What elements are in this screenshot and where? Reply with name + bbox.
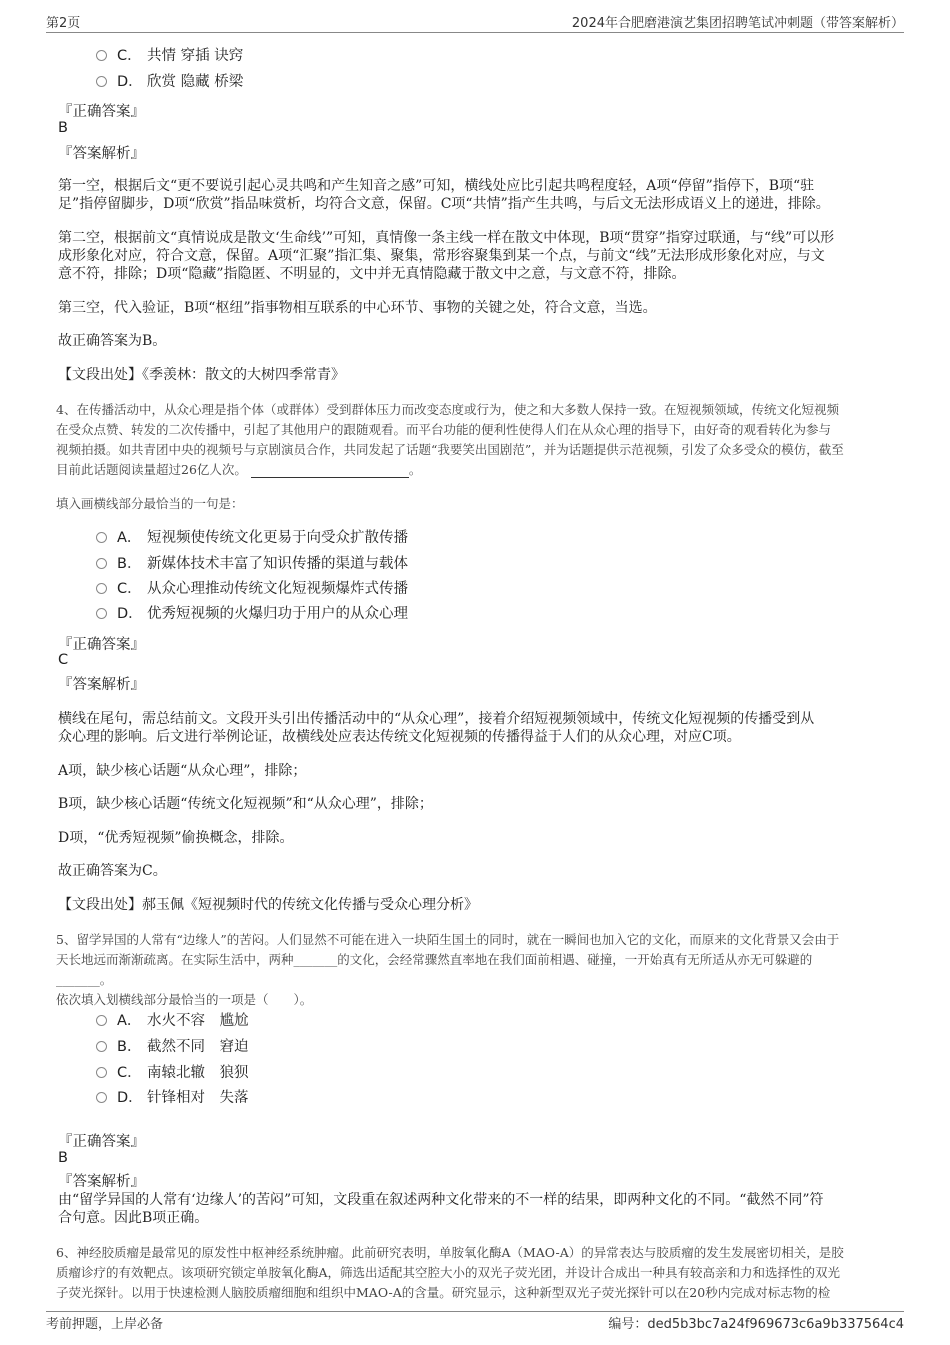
- q3-analysis-line: 足”指停留脚步，D项“欣赏”指品味赏析，均符合文意，保留。C项“共情”指产生共鸣，与后文无法形成语义上的递进，排除。: [58, 196, 830, 212]
- document-id: 编号：ded5b3bc7a24f969673c6a9b337564c4: [608, 1317, 904, 1332]
- q3-analysis-label: 『答案解析』: [58, 146, 145, 162]
- q3-analysis-line: 第一空，根据后文“更不要说引起心灵共鸣和产生知音之感”可知，横线处应比引起共鸣程度轻，A项“停留”指停下，B项“驻: [58, 178, 815, 194]
- q4-stem-line: 4、在传播活动中，从众心理是指个体（或群体）受到群体压力而改变态度或行为，使之和大多数人保持一致。在短视频领域，传统文化短视频: [56, 402, 839, 417]
- q4-stem-line: 在受众点赞、转发的二次传播中，引起了其他用户的跟随观看。而平台功能的便利性使得人们在从众心理的指导下，由好奇的观看转化为参与: [56, 422, 832, 437]
- q3-analysis-line: 意不符，排除；D项“隐藏”指隐匿、不明显的，文中并无真情隐藏于散文中之意，与文意不符，排除。: [58, 266, 686, 282]
- document-title: 2024年合肥磨港演艺集团招聘笔试冲刺题（带答案解析）: [571, 16, 904, 31]
- q5-stem-line: _______。: [56, 972, 113, 987]
- q3-option-c[interactable]: C． 共情 穿插 诀窍: [96, 46, 243, 66]
- q3-conclusion: 故正确答案为B。: [58, 333, 167, 349]
- q4-analysis-line: B项，缺少核心话题“传统文化短视频”和“从众心理”，排除；: [58, 796, 433, 812]
- radio-icon[interactable]: [96, 50, 107, 61]
- radio-icon[interactable]: [96, 558, 107, 569]
- radio-icon[interactable]: [96, 1015, 107, 1026]
- q5-answer-label: 『正确答案』: [58, 1134, 145, 1150]
- q6-stem-line: 子荧光探针。以用于快速检测人脑胶质瘤细胞和组织中MAO-A的含量。研究显示，这种新型双光子荧光探针可以在20秒内完成对标志物的检: [56, 1285, 831, 1300]
- radio-icon[interactable]: [96, 1092, 107, 1103]
- page-footer: [46, 1313, 904, 1333]
- q5-stem-line: 天长地远而渐渐疏离。在实际生活中，两种_______的文化，会经常骤然直率地在我们面前相遇、碰撞，一开始真有无所适从亦无可躲避的: [56, 952, 813, 967]
- footer-slogan: 考前押题，上岸必备: [46, 1317, 164, 1332]
- q4-option-b[interactable]: B． 新媒体技术丰富了知识传播的渠道与载体: [96, 554, 408, 574]
- q3-answer: B: [58, 120, 68, 136]
- q4-analysis-line: D项，“优秀短视频”偷换概念，排除。: [58, 830, 294, 846]
- q4-analysis-line: A项，缺少核心话题“从众心理”，排除；: [58, 763, 307, 779]
- q5-option-d[interactable]: D． 针锋相对 失落: [96, 1088, 249, 1108]
- q4-analysis-line: 众心理的影响。后文进行举例论证，故横线处应表达传统文化短视频的传播得益于人们的从众心理，对应C项。: [58, 729, 741, 745]
- q5-option-c[interactable]: C． 南辕北辙 狼狈: [96, 1063, 249, 1083]
- radio-icon[interactable]: [96, 1067, 107, 1078]
- q4-option-a[interactable]: A． 短视频使传统文化更易于向受众扩散传播: [96, 528, 408, 548]
- q3-option-d[interactable]: D． 欣赏 隐藏 桥梁: [96, 72, 243, 92]
- page-number: 第2页: [46, 16, 81, 31]
- q3-answer-label: 『正确答案』: [58, 104, 145, 120]
- q4-stem-line: 目前此话题阅读量超过26亿人次。 。: [56, 462, 422, 477]
- radio-icon[interactable]: [96, 583, 107, 594]
- q5-answer: B: [58, 1150, 68, 1166]
- q6-stem-line: 质瘤诊疗的有效靶点。该项研究锁定单胺氧化酶A，筛选出适配其空腔大小的双光子荧光团，并设计合成出一种具有较高亲和力和选择性的双光: [56, 1265, 841, 1280]
- q3-analysis-line: 第二空，根据前文“真情说成是散文‘生命线’”可知，真情像一条主线一样在散文中体现，B项“贯穿”指穿过联通，与“线”可以形: [58, 230, 835, 246]
- page-header: [46, 12, 904, 32]
- q4-prompt: 填入画横线部分最恰当的一句是：: [56, 496, 244, 511]
- answer-blank: [251, 463, 409, 478]
- header-divider: [46, 32, 904, 33]
- q5-stem-line: 5、留学异国的人常有“边缘人”的苦闷。人们显然不可能在进入一块陌生国土的同时，就在一瞬间也加入它的文化，而原来的文化背景又会由于: [56, 932, 840, 947]
- radio-icon[interactable]: [96, 76, 107, 87]
- q3-analysis-line: 第三空，代入验证，B项“枢纽”指事物相互联系的中心环节、事物的关键之处，符合文意，当选。: [58, 300, 657, 316]
- q4-option-c[interactable]: C． 从众心理推动传统文化短视频爆炸式传播: [96, 579, 408, 599]
- q4-analysis-line: 横线在尾句，需总结前文。文段开头引出传播活动中的“从众心理”，接着介绍短视频领域中，传统文化短视频的传播受到从: [58, 711, 815, 727]
- q5-analysis-label: 『答案解析』: [58, 1174, 145, 1190]
- radio-icon[interactable]: [96, 532, 107, 543]
- footer-divider: [46, 1311, 904, 1312]
- radio-icon[interactable]: [96, 608, 107, 619]
- q5-option-b[interactable]: B． 截然不同 窘迫: [96, 1037, 249, 1057]
- q4-conclusion: 故正确答案为C。: [58, 863, 167, 879]
- radio-icon[interactable]: [96, 1041, 107, 1052]
- q3-source: 【文段出处】《季羡林：散文的大树四季常青》: [58, 367, 345, 383]
- q5-analysis-line: 合句意。因此B项正确。: [58, 1210, 209, 1226]
- q4-source: 【文段出处】郝玉佩《短视频时代的传统文化传播与受众心理分析》: [58, 897, 478, 913]
- q6-stem-line: 6、神经胶质瘤是最常见的原发性中枢神经系统肿瘤。此前研究表明，单胺氧化酶A（MAO-A）的异常表达与胶质瘤的发生发展密切相关，是胶: [56, 1245, 844, 1260]
- q4-answer-label: 『正确答案』: [58, 637, 145, 653]
- q4-stem-line: 视频拍摄。如共青团中央的视频号与京剧演员合作，共同发起了话题“我要笑出国剧范”，并为话题提供示范视频，引发了众多受众的模仿，截至: [56, 442, 844, 457]
- q5-analysis-line: 由“留学异国的人常有‘边缘人’的苦闷”可知，文段重在叙述两种文化带来的不一样的结果，即两种文化的不同。“截然不同”符: [58, 1192, 824, 1208]
- q5-option-a[interactable]: A． 水火不容 尴尬: [96, 1011, 249, 1031]
- q5-prompt: 依次填入划横线部分最恰当的一项是（ ）。: [56, 992, 313, 1007]
- q4-option-d[interactable]: D． 优秀短视频的火爆归功于用户的从众心理: [96, 604, 408, 624]
- q4-answer: C: [58, 652, 69, 668]
- q4-analysis-label: 『答案解析』: [58, 677, 145, 693]
- q3-analysis-line: 成形象化对应，符合文意，保留。A项“汇聚”指汇集、聚集，常形容聚集到某一个点，与前文“线”无法形成形象化对应，与文: [58, 248, 825, 264]
